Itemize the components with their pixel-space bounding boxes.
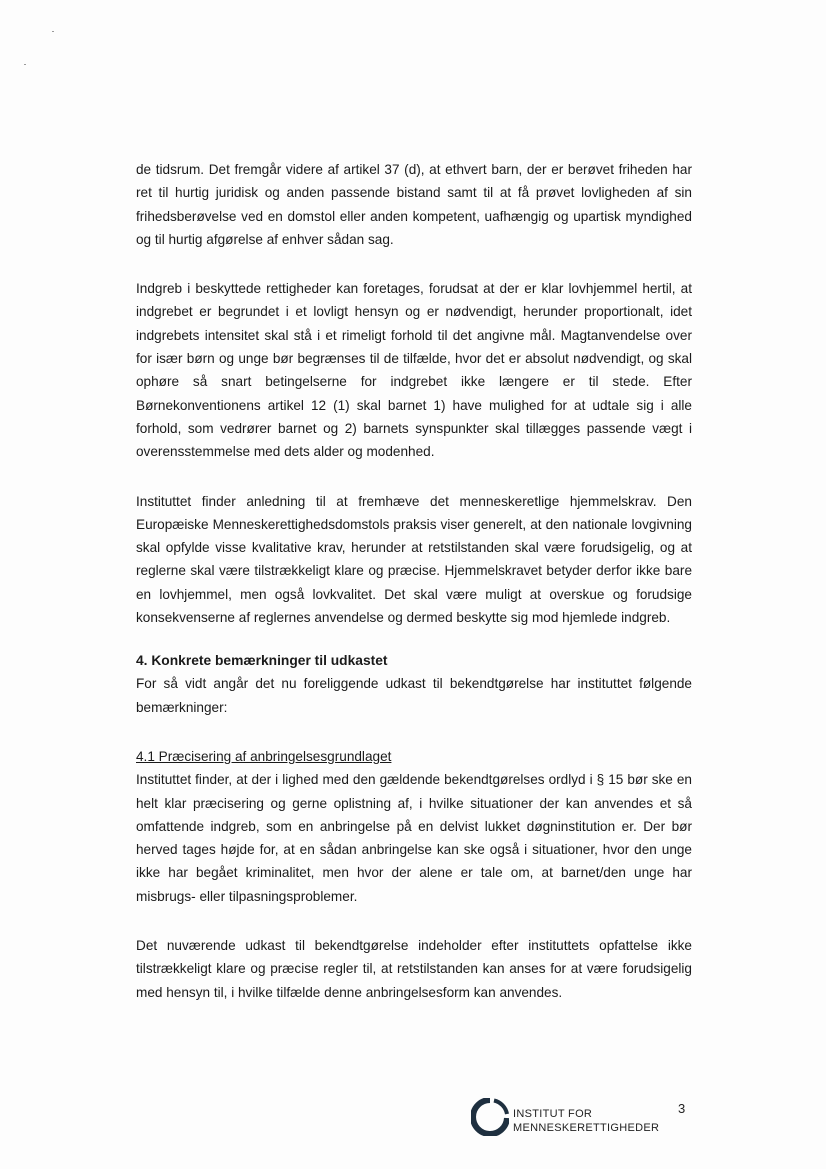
paragraph-interventions: Indgreb i beskyttede rettigheder kan foretages, forudsat at der er klar lovhjemmel hertil, at indgrebet er begrundet i et lovligt hensyn og er nødvendigt, herunder proportionalt, idet indgrebets intensitet skal stå i et rimeligt forhold til det angivne mål. Magtanvendelse over for især børn og unge bør begrænses til de tilfælde, hvor det er absolut nødvendigt, og skal ophøre så snart betingelserne for indgrebet ikke længere er til stede. Efter Børnekonventionens artikel 12 (1) skal barnet 1) have mulighed for at udtale sig i alle forhold, som vedrører barnet og 2) barnets synspunkter skal tillægges passende vægt i overensstemmelse med dets alder og modenhed. bbox=[136, 281, 692, 460]
institute-ring-logo-icon bbox=[471, 1098, 509, 1136]
scan-speck bbox=[52, 31, 54, 32]
page-number: 3 bbox=[678, 1101, 686, 1116]
paragraph-precision: Instituttet finder, at der i lighed med den gældende bekendtgørelses ordlyd i § 15 bør ske en helt klar præcisering og gerne oplistning af, i hvilke situationer der kan anvendes et så omfattende indgreb, som en anbringelse på en delvist lukket døgninstitution er. Der bør herved tages højde for, at en sådan anbringelse kan ske også i situationer, hvor den unge ikke har begået kriminalitet, men hvor der alene er tale om, at barnet/den unge har misbrugs- eller tilpasningsproblemer. bbox=[136, 772, 692, 904]
paragraph-article-37: de tidsrum. Det fremgår videre af artikel 37 (d), at ethvert barn, der er berøvet friheden har ret til hurtig juridisk og anden passende bistand samt til at få prøvet lovligheden af sin frihedsberøvelse ved en domstol eller anden kompetent, uafhængig og upartisk myndighed og til hurtig afgørelse af enhver sådan sag. bbox=[136, 162, 692, 247]
footer-org-line-2: MENNESKERETTIGHEDER bbox=[513, 1122, 660, 1134]
footer-organization-name bbox=[513, 1107, 659, 1135]
footer-org-line-1: INSTITUT FOR bbox=[513, 1108, 593, 1120]
document-body bbox=[136, 158, 692, 1004]
section-heading-4-1: 4.1 Præcisering af anbringelsesgrundlaget bbox=[136, 748, 392, 764]
paragraph-current-draft: Det nuværende udkast til bekendtgørelse indeholder efter instituttets opfattelse ikke tilstrækkeligt klare og præcise regler til, at retstilstanden kan anses for at være forudsigelig med hensyn til, i hvilke tilfælde denne anbringelsesform kan anvendes. bbox=[136, 938, 692, 1000]
paragraph-section-4-intro: For så vidt angår det nu foreliggende udkast til bekendtgørelse har instituttet følgende bemærkninger: bbox=[136, 676, 692, 715]
scan-speck bbox=[24, 64, 26, 65]
section-heading-4: 4. Konkrete bemærkninger til udkastet bbox=[136, 653, 388, 669]
paragraph-legal-basis: Instituttet finder anledning til at fremhæve det menneskeretlige hjemmelskrav. Den Europæiske Menneskerettighedsdomstols praksis viser generelt, at den nationale lovgivning skal opfylde visse kvalitative krav, herunder at retstilstanden skal være forudsigelig, og at reglerne skal være tilstrækkeligt klare og præcise. Hjemmelskravet betyder derfor ikke bare en lovhjemmel, men også lovkvalitet. Det skal være muligt at overskue og forudsige konsekvenserne af reglernes anvendelse og dermed beskytte sig mod hjemlede indgreb. bbox=[136, 493, 692, 626]
